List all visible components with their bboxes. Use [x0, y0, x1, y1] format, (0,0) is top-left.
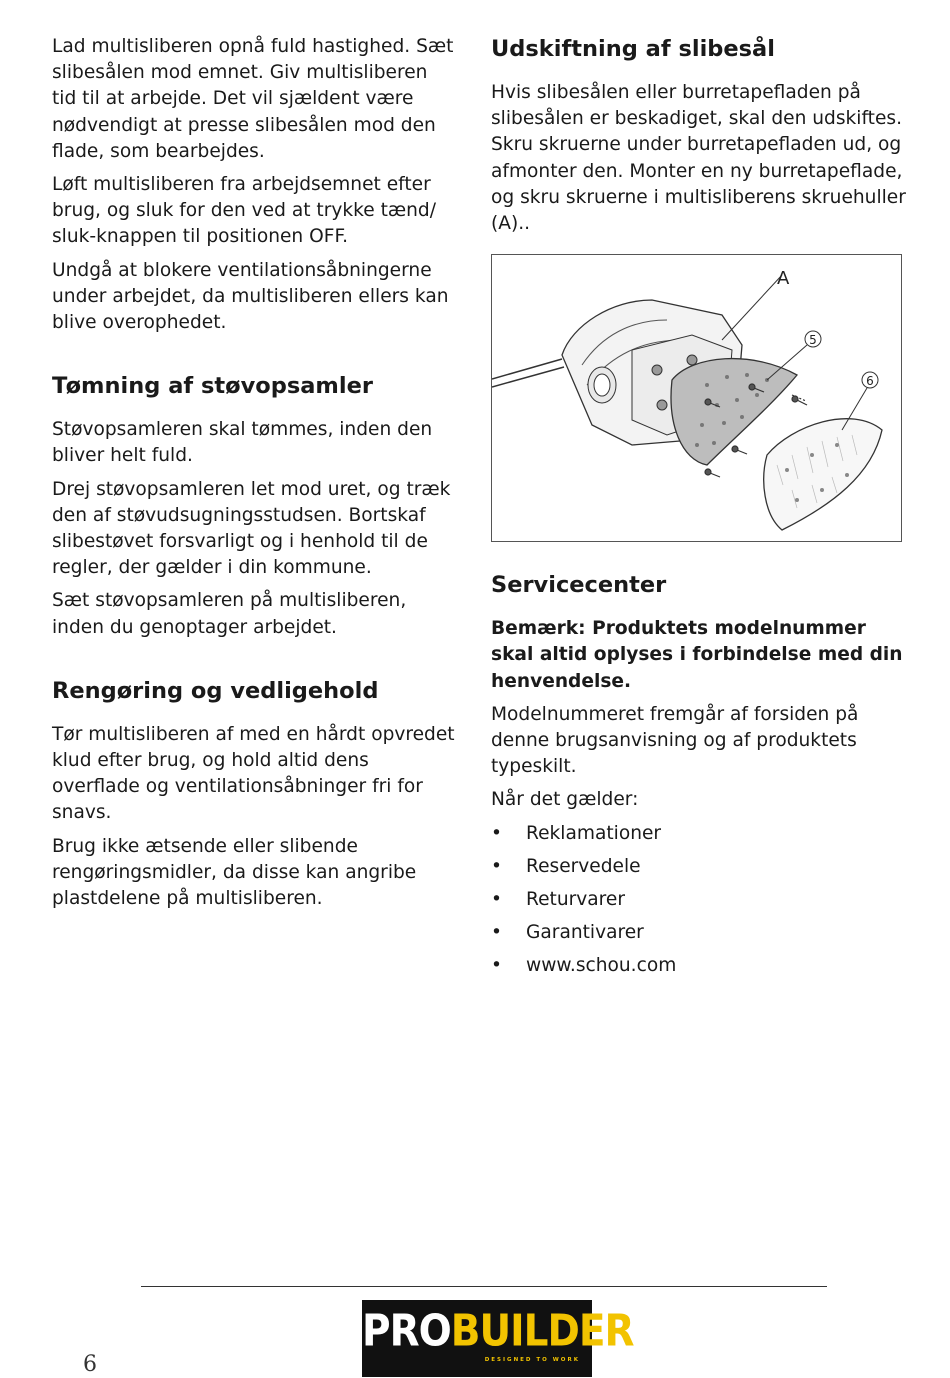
label-a: A: [777, 268, 790, 290]
paragraph: Støvopsamleren skal tømmes, inden den bliver helt fuld.: [52, 419, 433, 467]
bullet: •: [491, 921, 502, 943]
paragraph: Lad multisliberen opnå fuld hastighed. Sæt slibesålen mod emnet. Giv multisliberen tid til at arbejde. Det vil sjældent være nødvendigt at presse slibesålen mod den flade, som bearbejdes.: [52, 36, 454, 162]
section-heading-service: Servicecenter: [491, 572, 667, 599]
list-item-text: Reklamationer: [526, 822, 662, 844]
page-number: 6: [83, 1352, 97, 1377]
paragraph: Hvis slibesålen eller burretapefladen på slibesålen er beskadiget, skal den udskiftes. Skru skruerne under burretapefladen ud, og afmonter den. Monter en ny burretapeflade, og skru skruerne i multisliberens skruehuller (A)..: [491, 82, 906, 235]
paragraph: Løft multisliberen fra arbejdsemnet efter brug, og sluk for den ved at trykke tænd/ sluk-knappen til positionen OFF.: [52, 174, 436, 248]
sanding-pad-illustration: [491, 254, 902, 542]
section-heading-cleaning: Rengøring og vedligehold: [52, 677, 379, 704]
paragraph: Brug ikke ætsende eller slibende rengøringsmidler, da disse kan angribe plastdelene på multisliberen.: [52, 835, 417, 910]
paragraph: Drej støvopsamleren let mod uret, og træk den af støvudsugningsstudsen. Bortskaf slibestøvet forsvarligt og i henhold til de regler, der gælder i din kommune.: [52, 478, 451, 579]
paragraph: Sæt støvopsamleren på multisliberen, inden du genoptager arbejdet.: [52, 590, 407, 638]
probuilder-logo: [362, 1300, 634, 1377]
paragraph: Undgå at blokere ventilationsåbningerne under arbejdet, da multisliberen ellers kan blive overophedet.: [52, 259, 449, 334]
list-item-text: www.schou.com: [526, 954, 677, 976]
logo-builder: BUILDER: [450, 1306, 634, 1357]
list-item-text: Garantivarer: [526, 921, 644, 943]
left-column: [52, 34, 457, 919]
label-6: 6: [866, 374, 874, 389]
logo-pro: PRO: [362, 1306, 451, 1357]
bullet: •: [491, 822, 502, 844]
list-item: [491, 854, 911, 880]
list-item: [491, 953, 911, 979]
bullet: •: [491, 888, 502, 910]
service-list: [491, 821, 911, 979]
bullet: •: [491, 855, 502, 877]
paragraph: Tør multisliberen af med en hårdt opvredet klud efter brug, og hold altid dens overflade og ventilationsåbninger fri for snavs.: [52, 723, 455, 824]
logo-wordmark: [362, 1306, 634, 1357]
note: Bemærk: Produktets modelnummer skal altid oplyses i forbindelse med din henvendelse.: [491, 618, 903, 692]
list-item-text: Returvarer: [526, 888, 625, 910]
section-heading-pad: Udskiftning af slibesål: [491, 36, 775, 62]
list-item: [491, 821, 911, 847]
list-item: [491, 920, 911, 946]
footer-divider: [141, 1286, 827, 1287]
list-lead: Når det gælder:: [491, 789, 639, 811]
label-5: 5: [809, 333, 817, 348]
list-item: [491, 887, 911, 913]
logo-tagline: DESIGNED TO WORK: [484, 1357, 580, 1363]
sander-diagram: [492, 255, 901, 541]
list-item-text: Reservedele: [526, 855, 641, 877]
right-column: [491, 34, 911, 986]
bullet: •: [491, 954, 502, 976]
section-heading-dust: Tømning af støvopsamler: [52, 373, 373, 400]
paragraph: Modelnummeret fremgår af forsiden på denne brugsanvisning og af produktets typeskilt.: [491, 703, 859, 778]
